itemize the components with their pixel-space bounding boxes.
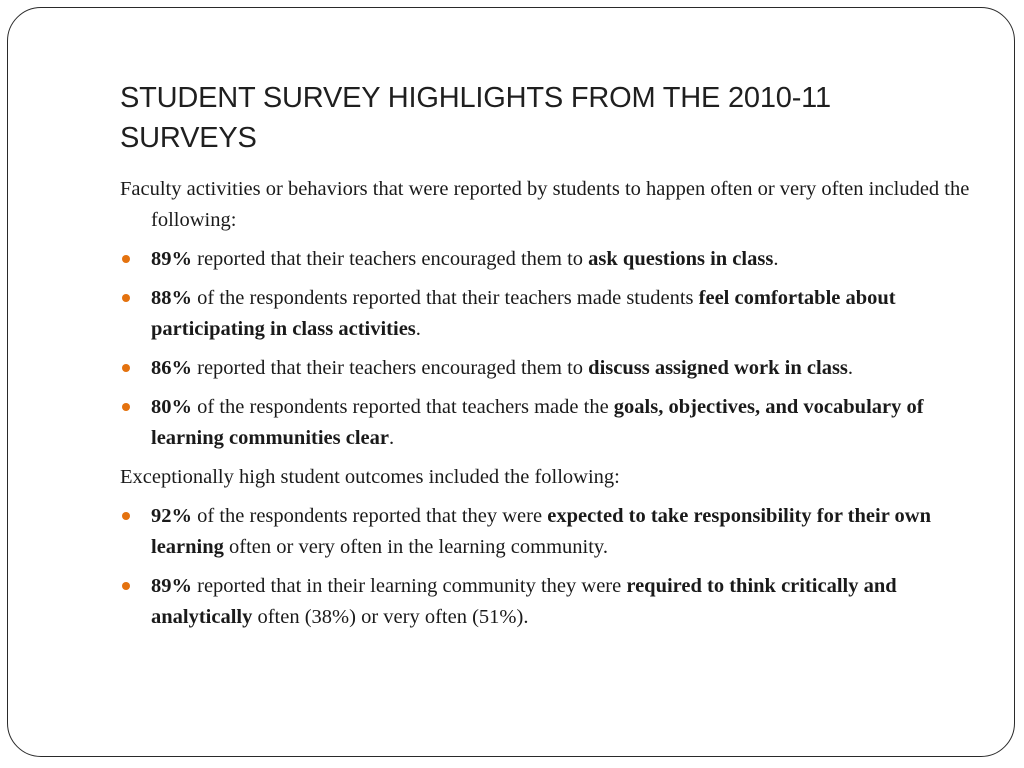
bullet-stat: 88% <box>151 287 192 309</box>
bullet-text: of the respondents reported that they were <box>192 505 548 527</box>
faculty-bullet-2 <box>120 283 970 345</box>
slide-title: STUDENT SURVEY HIGHLIGHTS FROM THE 2010-11 SURVEYS <box>120 82 831 154</box>
bullet-dot-icon <box>122 364 130 372</box>
bullet-emphasis: feel comfortable about participating in class activities <box>151 287 896 340</box>
bullet-stat: 89% <box>151 575 192 597</box>
outcome-bullet-2 <box>120 571 970 633</box>
bullet-dot-icon <box>122 512 130 520</box>
bullet-stat: 89% <box>151 248 192 270</box>
bullet-dot-icon <box>122 294 130 302</box>
bullet-text-end: . <box>415 318 421 340</box>
outcomes-intro: Exceptionally high student outcomes included the following: <box>120 466 620 488</box>
slide-frame <box>7 7 1015 757</box>
bullet-dot-icon <box>122 255 130 263</box>
bullet-stat: 92% <box>151 505 192 527</box>
bullet-emphasis: goals, objectives, and vocabulary of learning communities clear <box>151 396 924 449</box>
bullet-text: reported that their teachers encouraged them to <box>192 248 589 270</box>
slide-body <box>120 174 970 641</box>
bullet-text-end: often (38%) or very often (51%). <box>252 606 529 628</box>
bullet-text-end: . <box>847 357 854 379</box>
bullet-dot-icon <box>122 403 130 411</box>
bullet-stat: 80% <box>151 396 192 418</box>
bullet-text: reported that their teachers encouraged them to <box>192 357 589 379</box>
bullet-text: of the respondents reported that their teachers made students <box>192 287 699 309</box>
outcome-bullet-1 <box>120 501 970 563</box>
faculty-bullet-3 <box>120 353 970 384</box>
bullet-text: of the respondents reported that teachers made the <box>192 396 614 418</box>
bullet-emphasis: required to think critically and analytically <box>151 575 897 628</box>
bullet-emphasis: ask questions in class <box>588 248 774 270</box>
bullet-dot-icon <box>122 582 130 590</box>
faculty-intro: Faculty activities or behaviors that were reported by students to happen often or very often included the following: <box>120 178 970 231</box>
bullet-emphasis: expected to take responsibility for their own learning <box>151 505 932 558</box>
bullet-text-end: often or very often in the learning community. <box>223 536 608 558</box>
bullet-text-end: . <box>773 248 779 270</box>
bullet-stat: 86% <box>151 357 192 379</box>
faculty-bullet-1 <box>120 244 970 275</box>
bullet-text-end: . <box>388 427 395 449</box>
bullet-emphasis: discuss assigned work in class <box>588 357 848 379</box>
faculty-bullet-4 <box>120 392 970 454</box>
bullet-text: reported that in their learning community they were <box>192 575 627 597</box>
